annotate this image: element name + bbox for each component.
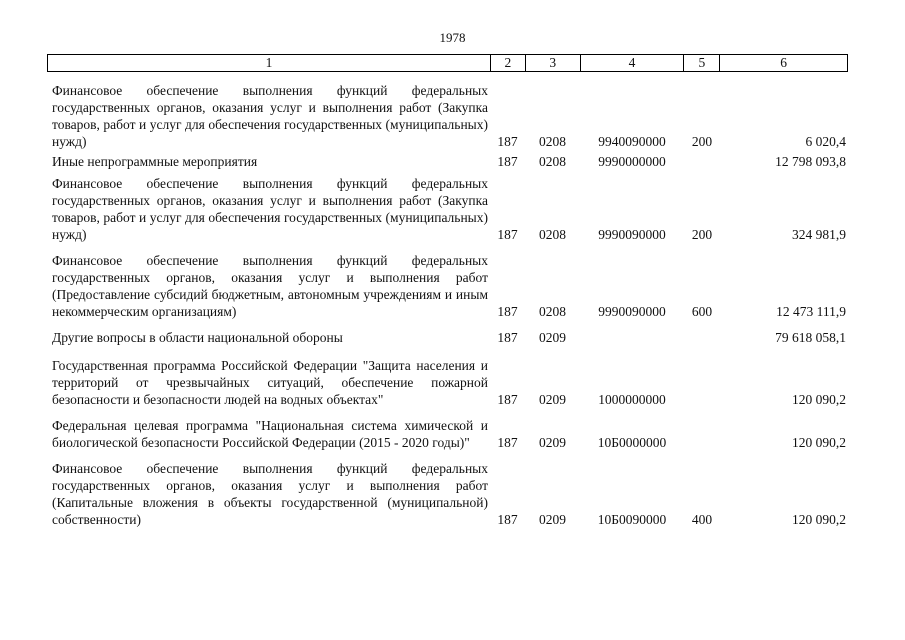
table-row <box>47 357 848 408</box>
row-name: Финансовое обеспечение выполнения функций федеральных государственных органов, оказания услуг и выполнения работ (Закупка товаров, работ и услуг для обеспечения государственных (муниципальных) нужд) <box>52 83 488 149</box>
header-col-5: 5 <box>683 55 719 71</box>
page-number: 1978 <box>439 30 466 45</box>
row-col-6: 120 090,2 <box>792 435 846 450</box>
row-col-6: 120 090,2 <box>792 512 846 527</box>
table-row <box>47 153 848 170</box>
row-col-6: 12 798 093,8 <box>775 154 846 169</box>
row-name: Федеральная целевая программа "Национальная система химической и биологической безопасности Российской Федерации (2015 - 2020 годы)" <box>52 418 488 450</box>
row-col-4: 9990090000 <box>598 227 666 242</box>
row-col-5: 200 <box>691 134 713 149</box>
row-col-4: 10Б0000000 <box>597 435 667 450</box>
row-col-4: 1000000000 <box>598 392 666 407</box>
row-col-2: 187 <box>497 435 518 450</box>
row-col-6: 12 473 111,9 <box>776 304 846 319</box>
table-row <box>47 252 848 320</box>
row-name: Иные непрограммные мероприятия <box>52 154 258 169</box>
row-col-2: 187 <box>497 134 518 149</box>
header-col-3: 3 <box>525 55 580 71</box>
row-col-2: 187 <box>497 227 518 242</box>
row-col-2: 187 <box>497 154 518 169</box>
row-name: Финансовое обеспечение выполнения функций федеральных государственных органов, оказания услуг и выполнения работ (Закупка товаров, работ и услуг для обеспечения государственных (муниципальных) нужд) <box>52 176 488 242</box>
row-col-6: 324 981,9 <box>792 227 846 242</box>
row-col-3: 0208 <box>539 227 566 242</box>
row-name: Финансовое обеспечение выполнения функций федеральных государственных органов, оказания услуг и выполнения работ (Капитальные вложения в объекты государственной (муниципальной) собственности) <box>52 461 488 527</box>
row-name: Финансовое обеспечение выполнения функций федеральных государственных органов, оказания услуг и выполнения работ (Предоставление субсидий бюджетным, автономным учреждениям и иным некоммерческим организациям) <box>52 253 488 319</box>
row-col-2: 187 <box>497 512 518 527</box>
row-col-3: 0209 <box>539 330 566 345</box>
table-row <box>47 82 848 150</box>
table-row <box>47 175 848 243</box>
row-col-3: 0208 <box>539 154 566 169</box>
row-col-3: 0208 <box>539 134 566 149</box>
row-col-3: 0209 <box>539 435 566 450</box>
table-header <box>47 54 848 72</box>
row-col-6: 120 090,2 <box>792 392 846 407</box>
row-col-5: 200 <box>691 227 713 242</box>
row-name: Государственная программа Российской Федерации "Защита населения и территорий от чрезвычайных ситуаций, обеспечение пожарной безопасности и безопасности людей на водных объектах" <box>52 358 488 407</box>
row-col-3: 0208 <box>539 304 566 319</box>
row-col-2: 187 <box>497 330 518 345</box>
row-col-4: 9990090000 <box>598 304 666 319</box>
row-col-3: 0209 <box>539 512 566 527</box>
row-col-2: 187 <box>497 392 518 407</box>
row-name: Другие вопросы в области национальной обороны <box>52 330 343 345</box>
row-col-3: 0209 <box>539 392 566 407</box>
table-row <box>47 417 848 451</box>
header-col-1: 1 <box>265 55 273 70</box>
row-col-4: 9940090000 <box>598 134 666 149</box>
row-col-2: 187 <box>497 304 518 319</box>
table-row <box>47 460 848 528</box>
header-col-2: 2 <box>490 55 525 71</box>
budget-table <box>47 54 848 528</box>
row-col-6: 6 020,4 <box>805 134 846 149</box>
row-col-5: 400 <box>691 512 713 527</box>
row-col-4: 10Б0090000 <box>597 512 667 527</box>
row-col-4: 9990000000 <box>598 154 666 169</box>
row-col-6: 79 618 058,1 <box>775 330 846 345</box>
table-row <box>47 329 848 346</box>
row-col-5: 600 <box>691 304 713 319</box>
header-col-4: 4 <box>580 55 684 71</box>
header-col-6: 6 <box>719 55 847 71</box>
